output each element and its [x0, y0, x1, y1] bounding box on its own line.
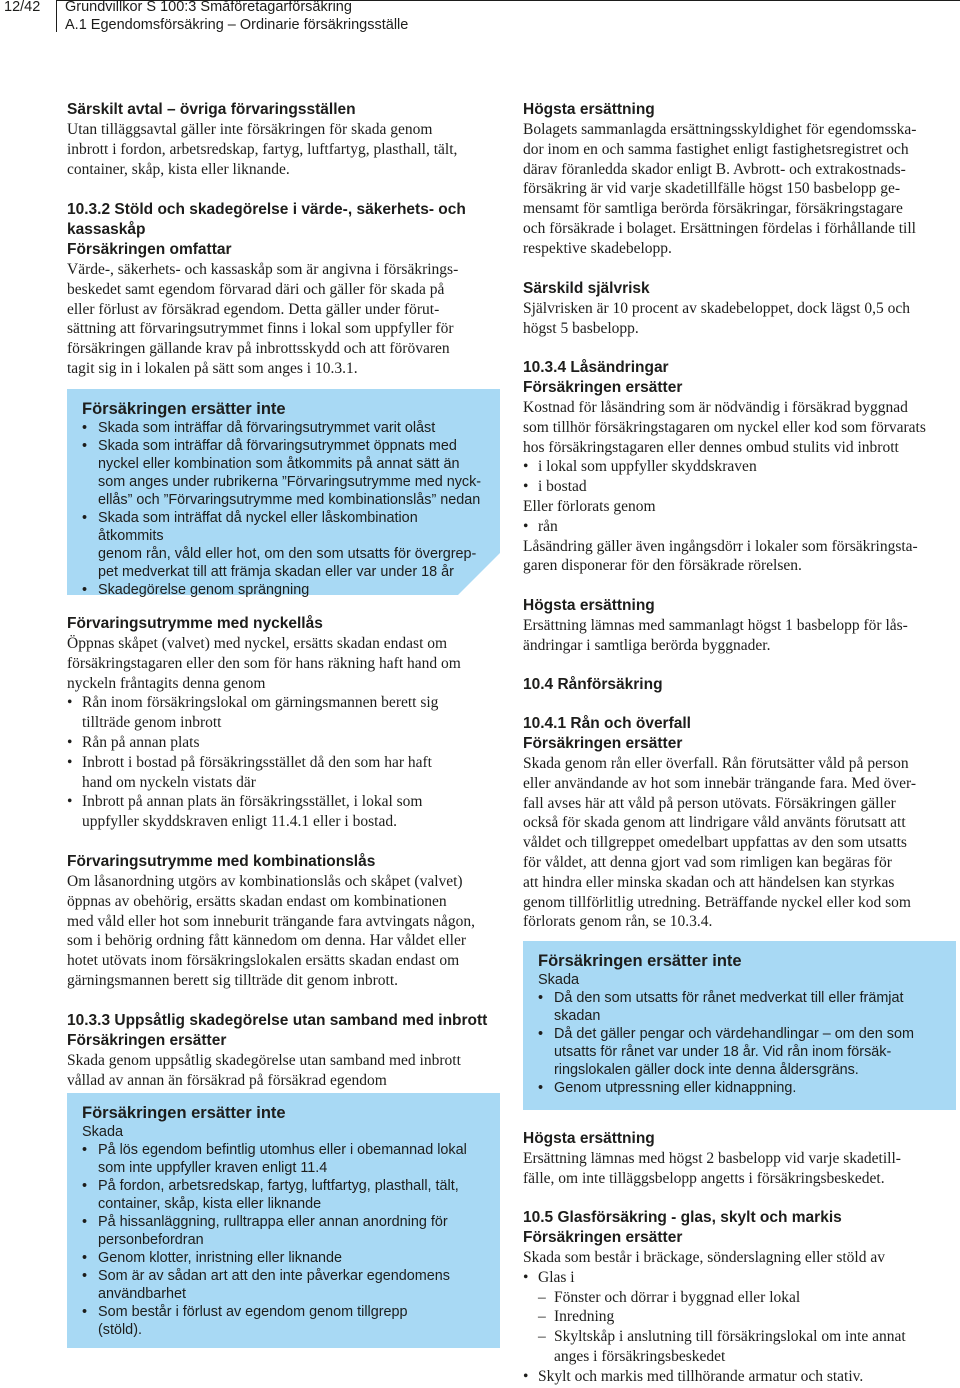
bullet-list	[67, 693, 500, 832]
section-heading: Förvaringsutrymme med nyckellås	[67, 615, 323, 632]
list-item: – Fönster och dörrar i byggnad eller lokal	[538, 1288, 956, 1308]
heading-line: 10.3.2 Stöld och skadegörelse i värde-, säkerhets- och	[67, 201, 466, 218]
section-heading: Högsta ersättning	[523, 597, 655, 614]
section-heading: 10.5 Glasförsäkring - glas, skylt och markis	[523, 1209, 842, 1226]
text-line: hotet utövats inom försäkringslokalen ersätts skadan endast om	[67, 952, 460, 970]
section-heading: Förvaringsutrymme med kombinationslås	[67, 853, 376, 870]
text-line: dor inom en och samma fastighet enligt fastighetsregistret och	[523, 140, 909, 158]
section-text	[523, 1149, 956, 1189]
section-combination-lock	[67, 852, 500, 991]
section-special-deductible	[523, 279, 956, 339]
exclusions-callout-3	[523, 941, 956, 1110]
exclusion-list	[82, 1141, 486, 1339]
text-line: vållad av annan än försäkrad på försäkrad egendom	[67, 1071, 387, 1089]
text-line: mensamt för samtliga berörda försäkringar, försäkringstagare	[523, 200, 903, 218]
text-line: Ersättning lämnas med sammanlagt högst 1 basbelopp för lås-	[523, 617, 908, 634]
heading-line: kassaskåp	[67, 221, 146, 238]
text-line: nyckeln fråntagits denna genom	[67, 674, 266, 692]
section-heading: 10.3.4 Låsändringar	[523, 359, 669, 376]
text-line: som i behörig ordning fått kännedom om denna. Har våldet eller	[67, 932, 467, 950]
callout-corner	[458, 553, 500, 595]
list-item: • rån	[523, 517, 956, 537]
text-line: inbrott i fordon, arbetsredskap, fartyg, luftfartyg, plasthall, tält,	[67, 140, 458, 158]
header-titles	[65, 0, 408, 34]
text-line: tagit sig in i lokalen på sätt som anges i 10.3.1.	[67, 359, 358, 377]
section-10-5	[523, 1208, 956, 1387]
text-line: gärningsmannen berett sig tillträde dit genom inbrott.	[67, 971, 399, 989]
text-line: för våldet, att denna gjort vad som rimligen kan begäras för	[523, 853, 892, 871]
callout-heading: Försäkringen ersätter inte	[82, 400, 286, 418]
text-line: Skada genom uppsåtlig skadegörelse utan samband med inbrott	[67, 1052, 461, 1069]
text-line: fall avses här att våld på person utövats. Försäkringen gäller	[523, 794, 896, 812]
text-line: försäkringen gällande krav på inbrottsskydd och att förövaren	[67, 340, 450, 358]
section-max-compensation-3	[523, 1129, 956, 1189]
text-line: Utan tilläggsavtal gäller inte försäkringen för skada genom	[67, 121, 433, 138]
bullet-list	[523, 1367, 956, 1387]
section-10-4	[523, 675, 956, 695]
text-line: hos försäkringstagaren eller dennes ombud stulits vid inbrott	[523, 438, 899, 456]
text-line: Om låsanordning utgörs av kombinationslås och skåpet (valvet)	[67, 873, 463, 890]
section-text	[523, 120, 956, 259]
text-line: Ersättning lämnas med högst 2 basbelopp vid varje skadetill-	[523, 1150, 901, 1167]
text-line: och försäkrade i bolaget. Ersättningen fördelas i förhållande till	[523, 219, 916, 237]
text-line: försäkringstagaren eller den som för hans räkning haft hand om	[67, 654, 461, 672]
text-line: försäkring är vid varje skadetillfälle högst 150 basbelopp ge-	[523, 180, 901, 198]
page-number: 12/42	[4, 0, 41, 15]
section-10-4-1	[523, 714, 956, 932]
list-item: • Inbrott i bostad på försäkringsstället då den som har haft hand om nyckeln vistats där	[67, 753, 500, 793]
section-heading: Särskild självrisk	[523, 280, 650, 297]
section-subheading: Försäkringen ersätter	[523, 735, 683, 752]
section-text	[67, 1051, 500, 1091]
section-text	[67, 260, 500, 379]
text-line: eller förlust av försäkrad egendom. Detta gäller under förut-	[67, 300, 440, 318]
section-heading: Högsta ersättning	[523, 1130, 655, 1147]
list-item: • Skada som inträffar då förvaringsutrymmet öppnats med nyckel eller kombination som åtkommits på annat sätt än som anges under rubrikerna ”Förvaringsutrymme med nyck- ellås” och ”Förvaringsutrymme med kombinationslås” nedan	[82, 437, 486, 509]
list-item: • i bostad	[523, 477, 956, 497]
list-item: • Då det gäller pengar och värdehandlingar – om den som utsatts för rånet var under 18 år. Vid rån inom försäk- ringslokalen gäller dock inte denna åldersgräns.	[538, 1025, 942, 1079]
section-text	[523, 398, 956, 457]
text-line: sättning att förvaringsutrymmet finns i lokal som uppfyller för	[67, 320, 454, 338]
text-line: fälle, om inte tilläggsbelopp angetts i försäkringsbeskedet.	[523, 1169, 885, 1187]
text-line: förlorats genom rån, se 10.3.4.	[523, 913, 713, 931]
list-item: • Då den som utsatts för rånet medverkat till eller främjat skadan	[538, 989, 942, 1025]
section-heading: 10.4 Rånförsäkring	[523, 676, 663, 693]
text-line: Självrisken är 10 procent av skadebeloppet, dock lägst 0,5 och	[523, 300, 910, 317]
text-line: container, skåp, kista eller liknande.	[67, 160, 290, 178]
list-item: • Rån inom försäkringslokal om gärningsmannen berett sig tillträde genom inbrott	[67, 693, 500, 733]
section-heading: 10.4.1 Rån och överfall	[523, 715, 691, 732]
section-text	[523, 754, 956, 932]
section-text	[523, 616, 956, 656]
exclusion-list	[82, 419, 486, 599]
list-item: • Som är av sådan art att den inte påverkar egendomens användbarhet	[82, 1267, 486, 1303]
text-line: genom tillförlitlig utredning. Beträffande nyckel eller kod som	[523, 893, 911, 911]
list-item: • Skada som inträffat då nyckel eller låskombination åtkommits genom rån, våld eller hot, om den som utsatts för övergrep- pet medverkat till att främja skadan eller var under 18 år	[82, 509, 486, 581]
section-key-lock	[67, 614, 500, 832]
section-subheading: Försäkringen ersätter	[67, 1032, 227, 1049]
text-line: högst 5 basbelopp.	[523, 319, 639, 337]
text-line: därav föranledda skador enligt B. Avbrott- och extrakostnads-	[523, 160, 906, 178]
header-divider	[56, 0, 57, 32]
text-line: Skada genom rån eller överfall. Rån förutsätter våld på person	[523, 755, 909, 772]
list-item: • Skada som inträffar då förvaringsutrymmet varit olåst	[82, 419, 486, 437]
section-max-compensation-2	[523, 596, 956, 656]
list-item: • På hissanläggning, rulltrappa eller annan anordning för personbefordran	[82, 1213, 486, 1249]
bullet-list	[523, 1268, 956, 1288]
text-line: eller användande av hot som innebär trängande fara. Med över-	[523, 774, 917, 792]
section-max-compensation-1	[523, 100, 956, 259]
list-item: • Genom utpressning eller kidnappning.	[538, 1079, 942, 1097]
list-item: • På fordon, arbetsredskap, fartyg, luftfartyg, plasthall, tält, container, skåp, kista eller liknande	[82, 1177, 486, 1213]
bullet-list	[523, 457, 956, 497]
text-line: Öppnas skåpet (valvet) med nyckel, ersätts skadan endast om	[67, 635, 448, 652]
section-heading: Särskilt avtal – övriga förvaringsställen	[67, 101, 356, 118]
text-line: att hindra eller minska skadan och att händelsen kan styrkas	[523, 873, 895, 891]
section-subheading: Försäkringen omfattar	[67, 241, 232, 258]
section-10-3-2	[67, 200, 500, 379]
callout-subheading: Skada	[82, 1124, 124, 1140]
section-subheading: Försäkringen ersätter	[523, 1229, 683, 1246]
section-text	[67, 120, 500, 179]
text-line: våldet och tillgreppet omedelbart uppfattas av den som utsatts	[523, 834, 907, 852]
section-text	[67, 634, 500, 693]
list-item: • Genom klotter, inristning eller liknande	[82, 1249, 486, 1267]
exclusions-callout-1	[67, 389, 500, 598]
text-line: respektive skadebelopp.	[523, 239, 672, 257]
list-item: • Skadegörelse genom sprängning	[82, 581, 486, 599]
exclusion-list	[538, 989, 942, 1097]
text-line: som tillhör försäkringstagaren om nyckel eller kod som förvarats	[523, 418, 926, 436]
list-item: • På lös egendom befintlig utomhus eller i obemannad lokal som inte uppfyller kraven enligt 11.4	[82, 1141, 486, 1177]
section-subheading: Försäkringen ersätter	[523, 379, 683, 396]
text-line: också för skada genom att lindrigare våld använts förutsatt att	[523, 814, 906, 832]
list-item: • Som består i förlust av egendom genom tillgrepp (stöld).	[82, 1303, 486, 1339]
section-title: A.1 Egendomsförsäkring – Ordinarie försäkringsställe	[65, 16, 409, 33]
callout-heading: Försäkringen ersätter inte	[538, 952, 742, 970]
text-line: Värde-, säkerhets- och kassaskåp som är angivna i försäkrings-	[67, 261, 459, 278]
section-text	[67, 872, 500, 991]
document-title: Grundvillkor S 100:3 Småföretagarförsäkring	[65, 0, 352, 15]
text-line: Låsändring gäller även ingångsdörr i lokaler som försäkringsta-	[523, 537, 918, 555]
dash-list	[538, 1288, 956, 1367]
section-10-3-3	[67, 1011, 500, 1091]
list-item: – Skyltskåp i anslutning till försäkringslokal om inte annat anges i försäkringsbeskedet	[538, 1327, 956, 1367]
text-line: öppnas av obehörig, ersätts skadan endast om kombinationen	[67, 892, 447, 910]
callout-subheading: Skada	[538, 972, 580, 988]
section-10-3-4	[523, 358, 956, 576]
list-item: • Glas i	[523, 1268, 956, 1288]
text-line: med våld eller hot som inneburit trängande fara avtvingats någon,	[67, 912, 476, 930]
section-text	[523, 537, 956, 577]
text-line: beskedet samt egendom förvarad däri och gäller för skada på	[67, 280, 445, 298]
section-special-agreement	[67, 100, 500, 179]
list-item: • Rån på annan plats	[67, 733, 500, 753]
list-item: • Inbrott på annan plats än försäkringsstället, i lokal som uppfyller skyddskraven enligt 11.4.1 eller i bostad.	[67, 792, 500, 832]
list-item: • i lokal som uppfyller skyddskraven	[523, 457, 956, 477]
section-text	[523, 299, 956, 339]
text-line: garen disponerar för den försäkrade rörelsen.	[523, 557, 802, 575]
text-line: Kostnad för låsändring som är nödvändig i försäkrad byggnad	[523, 399, 908, 416]
section-heading: 10.3.3 Uppsåtlig skadegörelse utan samband med inbrott	[67, 1012, 488, 1029]
text-line: Eller förlorats genom	[523, 497, 656, 515]
text-line: Skada som består i bräckage, sönderslagning eller stöld av	[523, 1249, 885, 1266]
list-item: – Inredning	[538, 1307, 956, 1327]
text-line: ändringar i samtliga berörda byggnader.	[523, 636, 771, 654]
bullet-list	[523, 517, 956, 537]
text-line: Bolagets sammanlagda ersättningsskyldighet för egendomsska-	[523, 121, 917, 138]
exclusions-callout-2	[67, 1093, 500, 1348]
list-item: • Skylt och markis med tillhörande armatur och stativ.	[523, 1367, 956, 1387]
page-header	[0, 0, 960, 36]
callout-heading: Försäkringen ersätter inte	[82, 1104, 286, 1122]
section-heading: Högsta ersättning	[523, 101, 655, 118]
section-heading	[67, 200, 500, 240]
